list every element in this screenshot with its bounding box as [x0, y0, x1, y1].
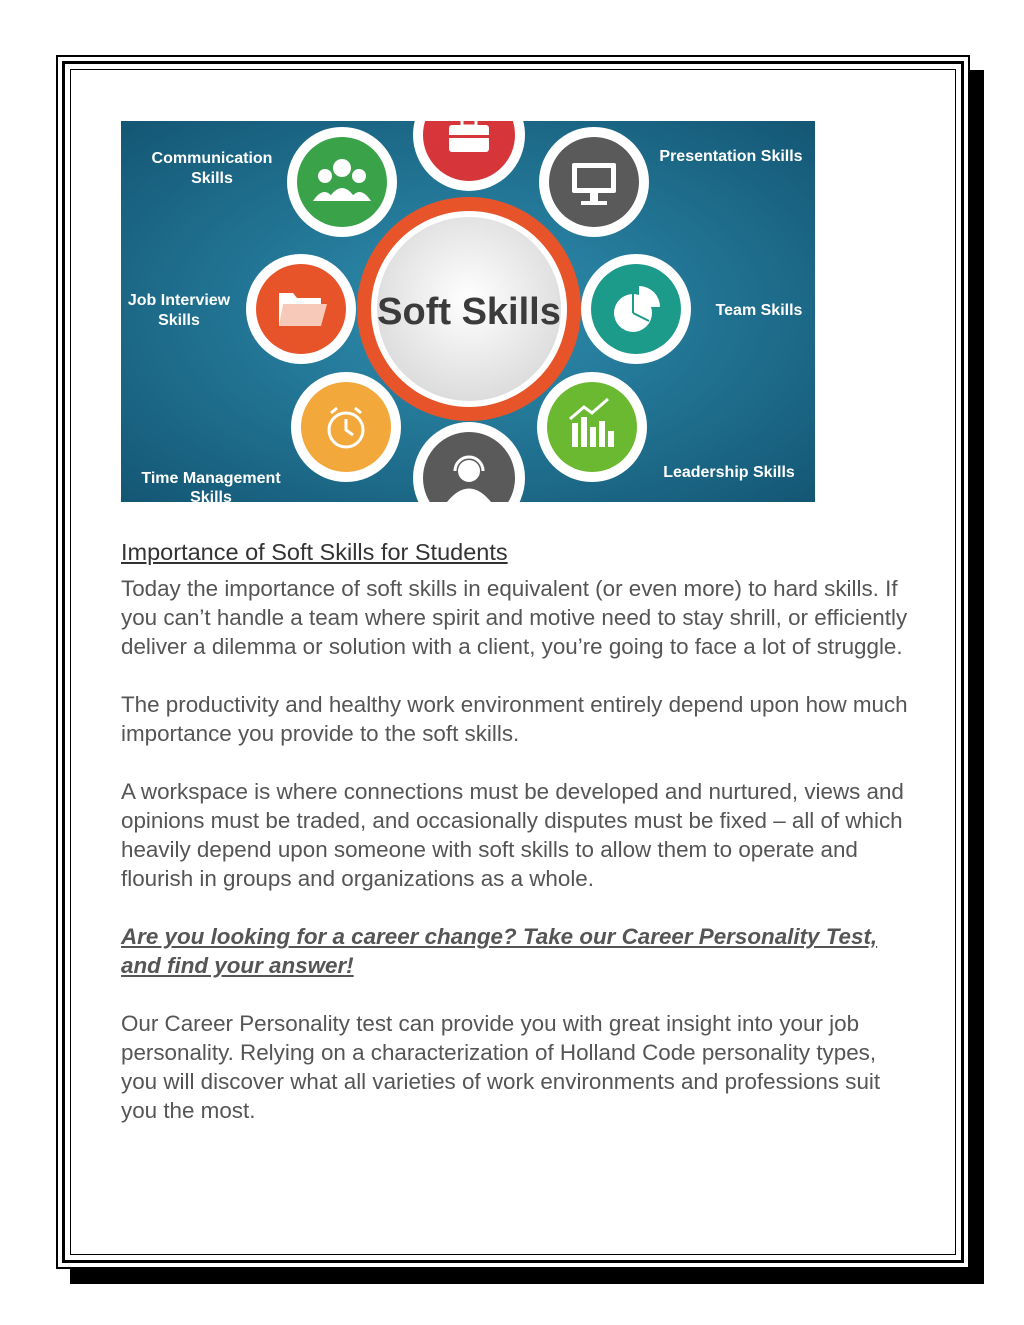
job-interview-circle	[246, 254, 356, 364]
label-leadership: Leadership Skills	[663, 464, 795, 481]
briefcase-icon	[449, 121, 489, 152]
label-communication: Communication	[151, 150, 273, 167]
paragraph-workspace: A workspace is where connections must be developed and nurtured, views and opinions must be traded, and occasionally disputes must be fixed – all of which heavily depend upon someone with soft skills to allow them to operate and flourish in groups and organizations as a whole.	[121, 779, 904, 891]
paragraph-career-test: Our Career Personality test can provide you with great insight into your job personality. Relying on a characterization of Holland Code personality types, you will discover what all varieties of work environments and professions suit you the most.	[121, 1011, 881, 1123]
label-time-management-2: Skills	[190, 489, 232, 502]
presentation-circle	[539, 127, 649, 237]
label-team: Team Skills	[715, 302, 803, 319]
communication-circle	[287, 127, 397, 237]
paragraph-productivity: The productivity and healthy work environment entirely depend upon how much importance you provide to the soft skills.	[121, 692, 908, 746]
label-job-interview-2: Skills	[158, 312, 200, 329]
team-circle	[581, 254, 691, 364]
paragraph-intro: Today the importance of soft skills in equivalent (or even more) to hard skills. If you can’t handle a team where spirit and motive need to stay shrill, or efficiently deliver a dilemma or solution with a client, you’re going to face a lot of struggle.	[121, 576, 908, 659]
label-time-management: Time Management	[141, 470, 281, 487]
career-test-link[interactable]: Are you looking for a career change? Take our Career Personality Test, and find your answer!	[121, 924, 878, 978]
article	[121, 536, 911, 1154]
soft-skills-infographic	[121, 121, 815, 502]
label-presentation: Presentation Skills	[659, 148, 803, 165]
center-circle	[357, 197, 581, 421]
leadership-circle	[537, 372, 647, 482]
label-job-interview: Job Interview	[127, 292, 231, 309]
article-heading: Importance of Soft Skills for Students	[121, 539, 508, 565]
label-communication-2: Skills	[191, 170, 233, 187]
time-management-circle	[291, 372, 401, 482]
center-label: Soft Skills	[377, 291, 561, 333]
